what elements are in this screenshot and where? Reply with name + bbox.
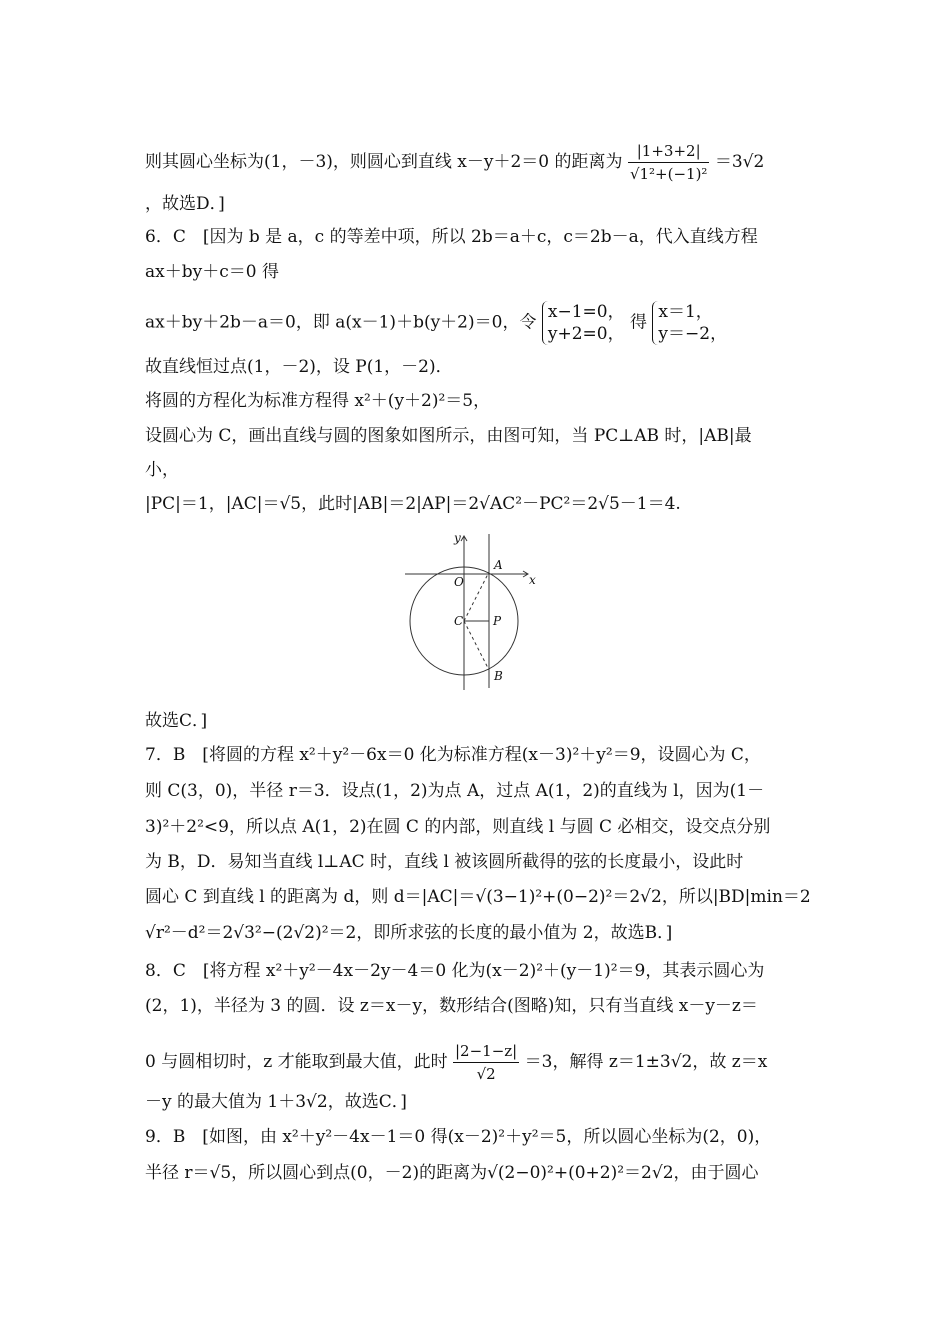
text: ax＋by＋2b－a＝0，即 a(x－1)＋b(y＋2)＝0，令 [145,312,537,333]
line-19: (2，1)，半径为 3 的圆．设 z＝x－y，数形结合(图略)知，只有当直线 x－y－z＝ [145,996,758,1016]
text: ＝3，解得 z＝1±3√2，故 z＝x [524,1052,768,1072]
line-2: ，故选D．] [145,194,225,214]
text: 0 与圆相切时，z 才能取到最大值，此时 [145,1052,448,1072]
line-3: 6．C [因为 b 是 a，c 的等差中项，所以 2b＝a＋c，c＝2b－a，代入直线方程 [145,227,758,247]
line-21: －y 的最大值为 1＋3√2，故选C．] [145,1092,407,1112]
line-11: 故选C．] [145,711,208,731]
line-1 [145,140,764,185]
eq: x−1=0， [547,302,625,322]
eq: y＝−2， [658,324,728,344]
line-14: 3)²＋2²<9，所以点 A(1，2)在圆 C 的内部，则直线 l 与圆 C 必相交，设交点分别 [145,817,771,837]
numerator: |1+3+2| [628,140,710,163]
line-7: 将圆的方程化为标准方程得 x²＋(y＋2)²＝5， [145,391,491,411]
line-17: √r²－d²＝2√3²−(2√2)²＝2，即所求弦的长度的最小值为 2，故选B．] [145,923,673,943]
label-c: C [454,614,464,628]
line-5 [145,301,727,345]
line-23: 半径 r＝√5，所以圆心到点(0，－2)的距离为√(2−0)²+(0+2)²＝2√2，由于圆心 [145,1163,759,1183]
distance-fraction [453,1040,519,1085]
denominator: √2 [476,1065,496,1083]
text: ＝3√2 [714,152,765,172]
label-b: B [494,669,503,683]
label-p: P [493,614,502,628]
line-4: ax＋by＋c＝0 得 [145,262,279,282]
label-a: A [494,558,503,572]
eq: y+2=0， [547,324,625,344]
distance-fraction [628,140,710,185]
line-18: 8．C [将方程 x²＋y²－4x－2y－4＝0 化为(x－2)²＋(y－1)²＝9，其表示圆心为 [145,961,765,981]
line-13: 则 C(3，0)，半径 r＝3．设点(1，2)为点 A，过点 A(1，2)的直线为 l，因为(1－ [145,781,765,801]
segment-ca [464,572,489,621]
segment-cb [464,621,489,670]
line-9: 小， [145,460,179,480]
line-22: 9．B [如图，由 x²＋y²－4x－1＝0 得(x－2)²＋y²＝5，所以圆心坐标为(2，0)， [145,1127,772,1147]
line-12: 7．B [将圆的方程 x²＋y²－6x＝0 化为标准方程(x－3)²＋y²＝9，设圆心为 C， [145,745,761,765]
line-20 [145,1040,767,1085]
line-16: 圆心 C 到直线 l 的距离为 d，则 d＝|AC|＝√(3−1)²+(0−2)²＝2√2，所以|BD|min＝2 [145,887,811,907]
text: 则其圆心坐标为(1，－3)，则圆心到直线 x－y＋2＝0 的距离为 [145,152,623,172]
line-6: 故直线恒过点(1，－2)，设 P(1，－2)． [145,357,453,377]
label-o: O [454,575,464,589]
label-y: y [454,532,461,545]
equation-system-1 [542,301,625,345]
label-x: x [529,573,536,587]
equation-system-2 [652,301,727,345]
text: 得 [630,312,647,333]
line-8: 设圆心为 C，画出直线与圆的图象如图所示，由图可知，当 PC⊥AB 时，|AB|最 [145,426,752,446]
line-15: 为 B，D．易知当直线 l⊥AC 时，直线 l 被该圆所截得的弦的长度最小，设此时 [145,852,744,872]
circle-figure [400,532,550,692]
eq: x＝1， [658,302,713,322]
denominator: √1²+(−1)² [629,165,708,183]
line-10: |PC|＝1，|AC|＝√5，此时|AB|＝2|AP|＝2√AC²－PC²＝2√5－1＝4. [145,494,681,514]
numerator: |2−1−z| [453,1040,519,1063]
